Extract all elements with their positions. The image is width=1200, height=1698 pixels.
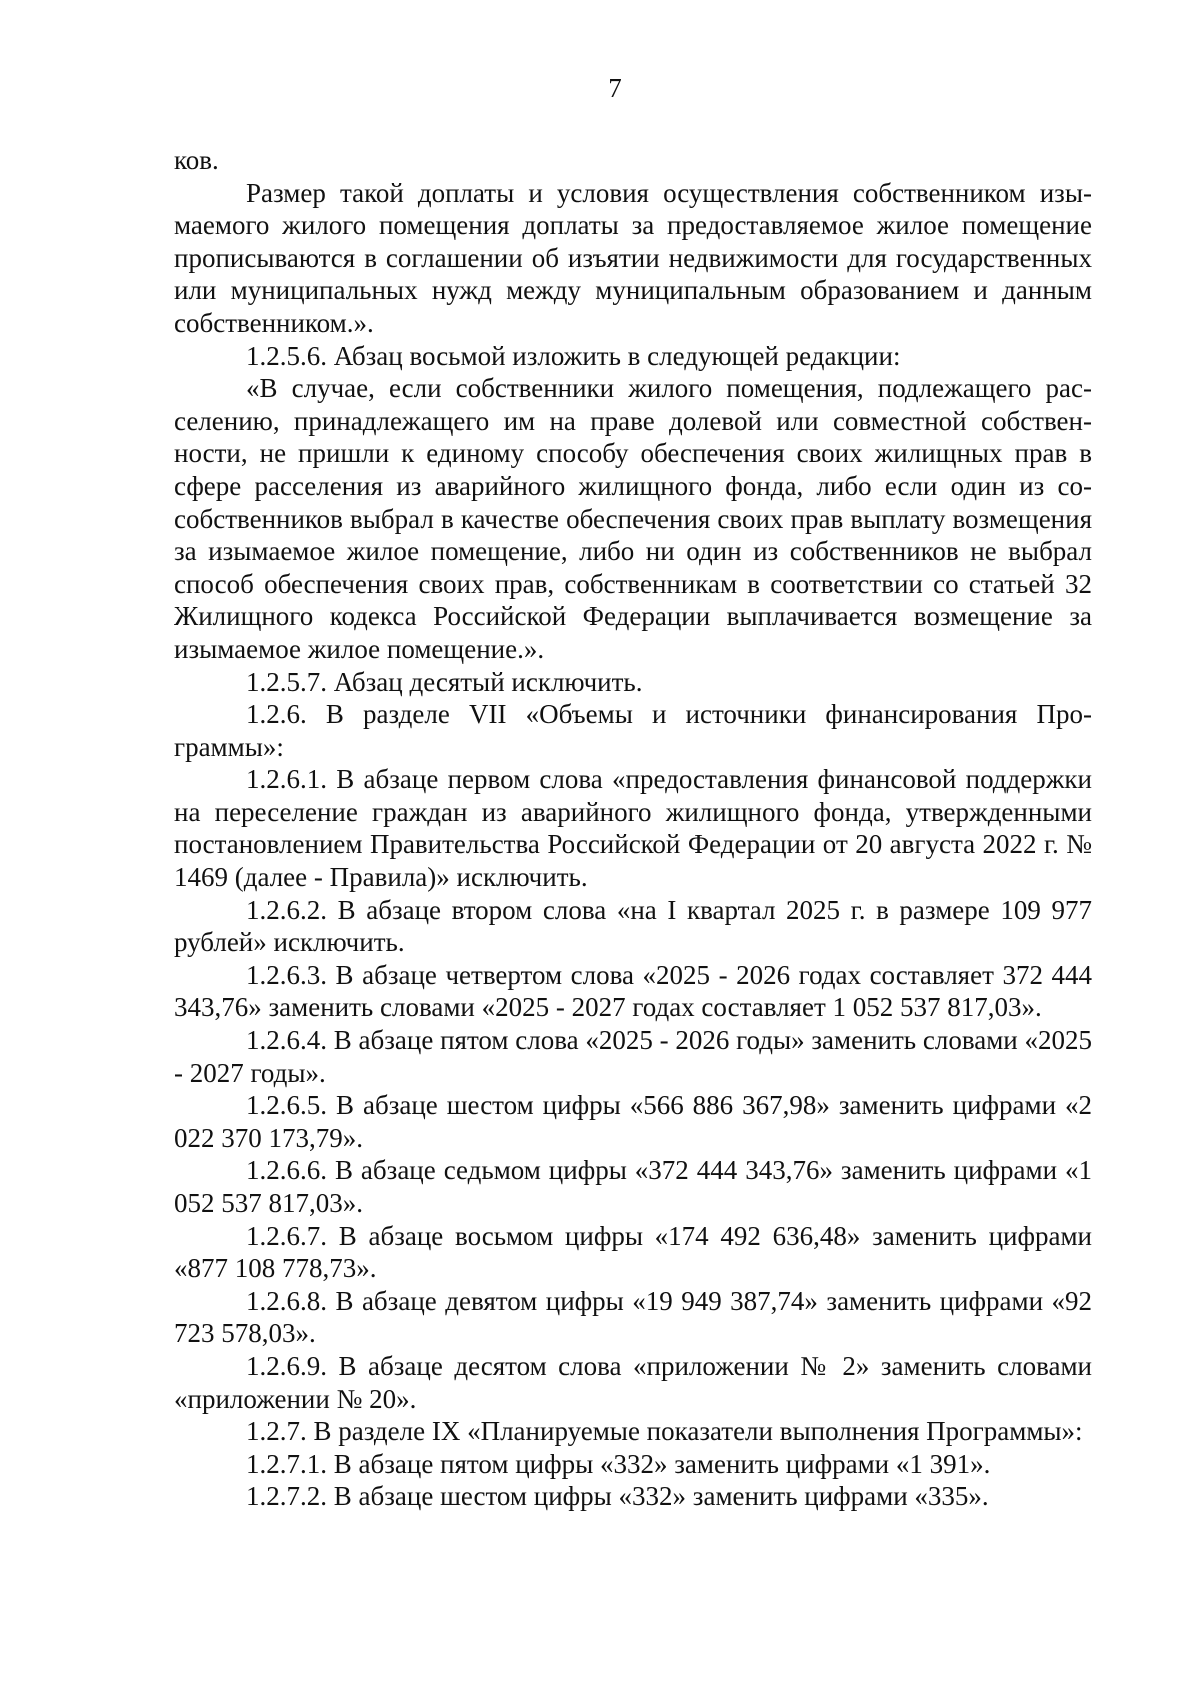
document-body xyxy=(174,144,1092,1513)
paragraph-payment-terms: Размер такой доплаты и условия осуществления собственником изымаемого жилого помещения доплаты за предоставляемое жилое помещение прописываются в соглашении об изъятии недвижимости для государственных или муниципальных нужд между муниципальным образованием и данным собственником.». xyxy=(174,177,1092,338)
paragraph-1-2-6-2: 1.2.6.2. В абзаце втором слова «на I квартал 2025 г. в размере 109 977 рублей» исключить. xyxy=(174,894,1092,958)
paragraph-1-2-6-4: 1.2.6.4. В абзаце пятом слова «2025 - 2026 годы» заменить словами «2025 - 2027 годы». xyxy=(174,1025,1092,1088)
paragraph-1-2-6-3: 1.2.6.3. В абзаце четвертом слова «2025 - 2026 годах составляет 372 444 343,76» заменить словами «2025 - 2027 годах составляет 1 052 537 817,03». xyxy=(174,959,1092,1023)
paragraph-1-2-7-2: 1.2.7.2. В абзаце шестом цифры «332» заменить цифрами «335». xyxy=(246,1481,989,1512)
paragraph-1-2-6-8: 1.2.6.8. В абзаце девятом цифры «19 949 387,74» заменить цифрами «92 723 578,03». xyxy=(174,1285,1092,1349)
paragraph-1-2-6-1: 1.2.6.1. В абзаце первом слова «предоставления финансовой поддержки на переселение граждан из аварийного жилищного фонда, утвержденными постановлением Правительства Российской Федерации от 20 августа 2022 г. № 1469 (далее - Правила)» исключить. xyxy=(174,764,1092,893)
paragraph-quoted-amendment: «В случае, если собственники жилого помещения, подлежащего расселению, принадлежащего им на праве долевой или совместной собственности, не пришли к единому способу обеспечения своих жилищных прав в сфере расселения из аварийного жилищного фонда, либо если один из сособственников выбрал в качестве обеспечения своих прав выплату возмещения за изымаемое жилое помещение, либо ни один из собственников не выбрал способ обеспечения своих прав, собственникам в соответствии со статьей 32 Жилищного кодекса Российской Федерации выплачивается возмещение за изымаемое жилое помещение.». xyxy=(174,373,1092,664)
paragraph-1-2-6-9: 1.2.6.9. В абзаце десятом слова «приложении № 2» заменить словами «приложении № 20». xyxy=(174,1350,1092,1414)
paragraph-1-2-5-6: 1.2.5.6. Абзац восьмой изложить в следующей редакции: xyxy=(246,340,901,371)
paragraph-continuation: ков. xyxy=(174,145,219,175)
paragraph-1-2-5-7: 1.2.5.7. Абзац десятый исключить. xyxy=(246,666,643,697)
paragraph-1-2-6-6: 1.2.6.6. В абзаце седьмом цифры «372 444 343,76» заменить цифрами «1 052 537 817,03». xyxy=(174,1155,1092,1218)
paragraph-1-2-6: 1.2.6. В разделе VII «Объемы и источники финансирования Программы»: xyxy=(174,699,1092,762)
paragraph-1-2-7: 1.2.7. В разделе IX «Планируемые показатели выполнения Программы»: xyxy=(246,1416,1083,1447)
paragraph-1-2-7-1: 1.2.7.1. В абзаце пятом цифры «332» заменить цифрами «1 391». xyxy=(246,1448,991,1479)
paragraph-1-2-6-5: 1.2.6.5. В абзаце шестом цифры «566 886 367,98» заменить цифрами «2 022 370 173,79». xyxy=(174,1090,1092,1153)
page-number: 7 xyxy=(608,73,622,103)
paragraph-1-2-6-7: 1.2.6.7. В абзаце восьмом цифры «174 492 636,48» заменить цифрами «877 108 778,73». xyxy=(174,1220,1092,1284)
